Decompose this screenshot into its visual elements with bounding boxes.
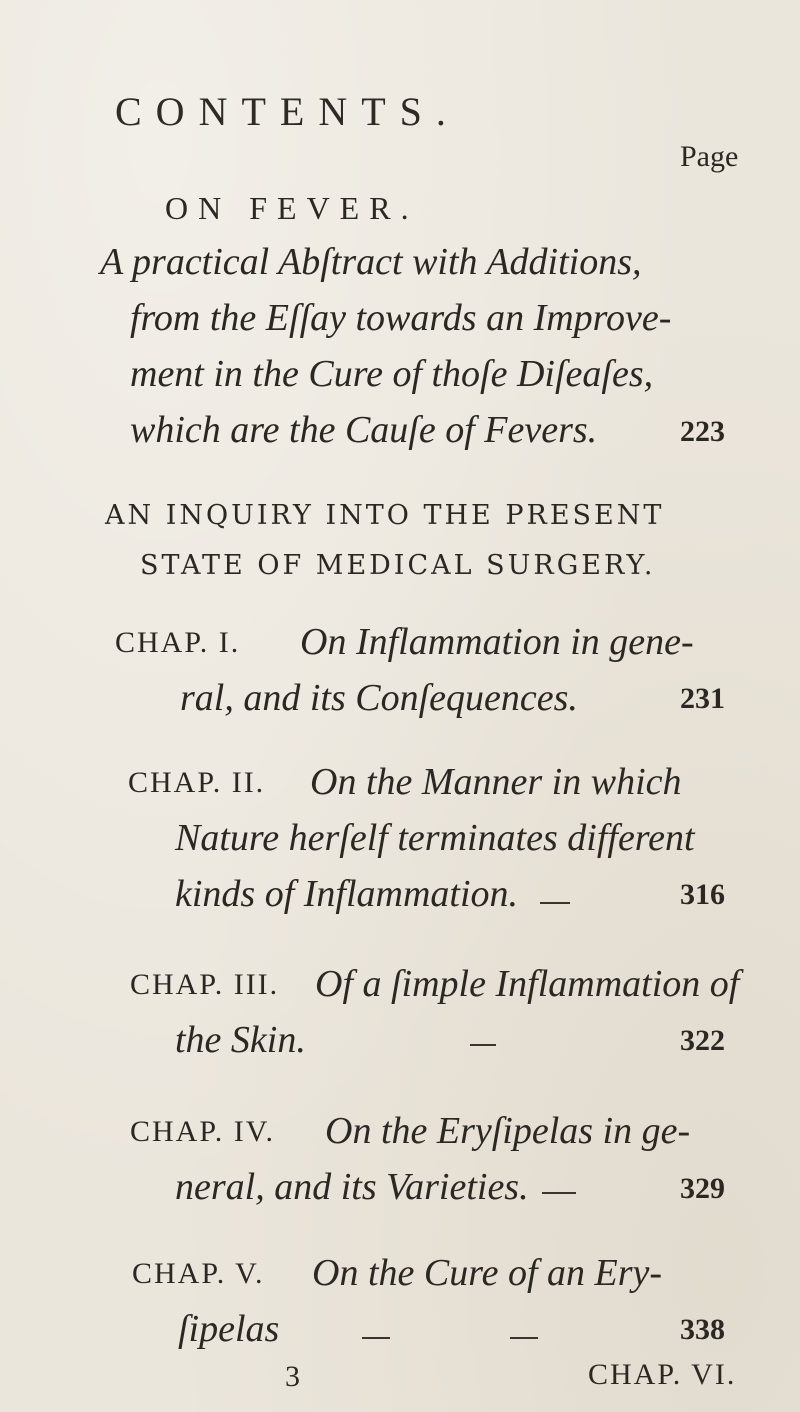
- chapter-3-leader-dash: [470, 1044, 496, 1046]
- fever-entry-line-1: A practical Abſtract with Additions,: [100, 241, 642, 283]
- chapter-5-line-1: On the Cure of an Ery-: [312, 1252, 663, 1294]
- chapter-4-line-1: On the Eryſipelas in ge-: [325, 1110, 691, 1152]
- chapter-1-line-2: ral, and its Conſequences.: [180, 677, 578, 719]
- page-column-label: Page: [680, 140, 739, 173]
- surgery-section-title-line-1: AN INQUIRY INTO THE PRESENT: [105, 500, 665, 531]
- chapter-5-line-2: ſipelas: [178, 1308, 280, 1350]
- fever-entry-line-2: from the Eſſay towards an Improve-: [130, 297, 672, 339]
- surgery-section-title-line-2: STATE OF MEDICAL SURGERY.: [140, 550, 656, 581]
- chapter-4-page: 329: [680, 1172, 725, 1205]
- chapter-4-leader-dash: [542, 1192, 576, 1194]
- fever-entry-line-3: ment in the Cure of thoſe Diſeaſes,: [130, 353, 654, 395]
- chapter-4-line-2: neral, and its Varieties.: [175, 1166, 529, 1208]
- chapter-2-leader-dash: [540, 902, 570, 904]
- chapter-2-line-3: kinds of Inflammation.: [175, 873, 519, 915]
- chapter-5-leader-dash-2: [510, 1337, 538, 1339]
- page-header: CONTENTS.: [115, 89, 460, 134]
- chapter-1-line-1: On Inflammation in gene-: [300, 621, 694, 663]
- chapter-3-page: 322: [680, 1024, 725, 1057]
- chapter-5-page: 338: [680, 1313, 725, 1346]
- chapter-2-line-1: On the Manner in which: [310, 761, 682, 803]
- chapter-3-line-2: the Skin.: [175, 1019, 306, 1061]
- fever-entry-page: 223: [680, 415, 725, 448]
- chapter-2-page: 316: [680, 878, 725, 911]
- chapter-1-label: CHAP. I.: [115, 626, 241, 659]
- chapter-5-label: CHAP. V.: [132, 1257, 265, 1290]
- fever-section-title: ON FEVER.: [165, 190, 419, 226]
- chapter-4-label: CHAP. IV.: [130, 1115, 275, 1148]
- chapter-2-line-2: Nature herſelf terminates different: [175, 817, 695, 859]
- chapter-3-label: CHAP. III.: [130, 968, 280, 1001]
- chapter-3-line-1: Of a ſimple Inflammation of: [315, 963, 740, 1005]
- catchword: CHAP. VI.: [588, 1358, 737, 1391]
- chapter-2-label: CHAP. II.: [128, 766, 266, 799]
- chapter-1-page: 231: [680, 682, 725, 715]
- fever-entry-line-4: which are the Cauſe of Fevers.: [130, 409, 598, 451]
- chapter-5-leader-dash-1: [362, 1337, 390, 1339]
- signature-mark: 3: [285, 1360, 300, 1393]
